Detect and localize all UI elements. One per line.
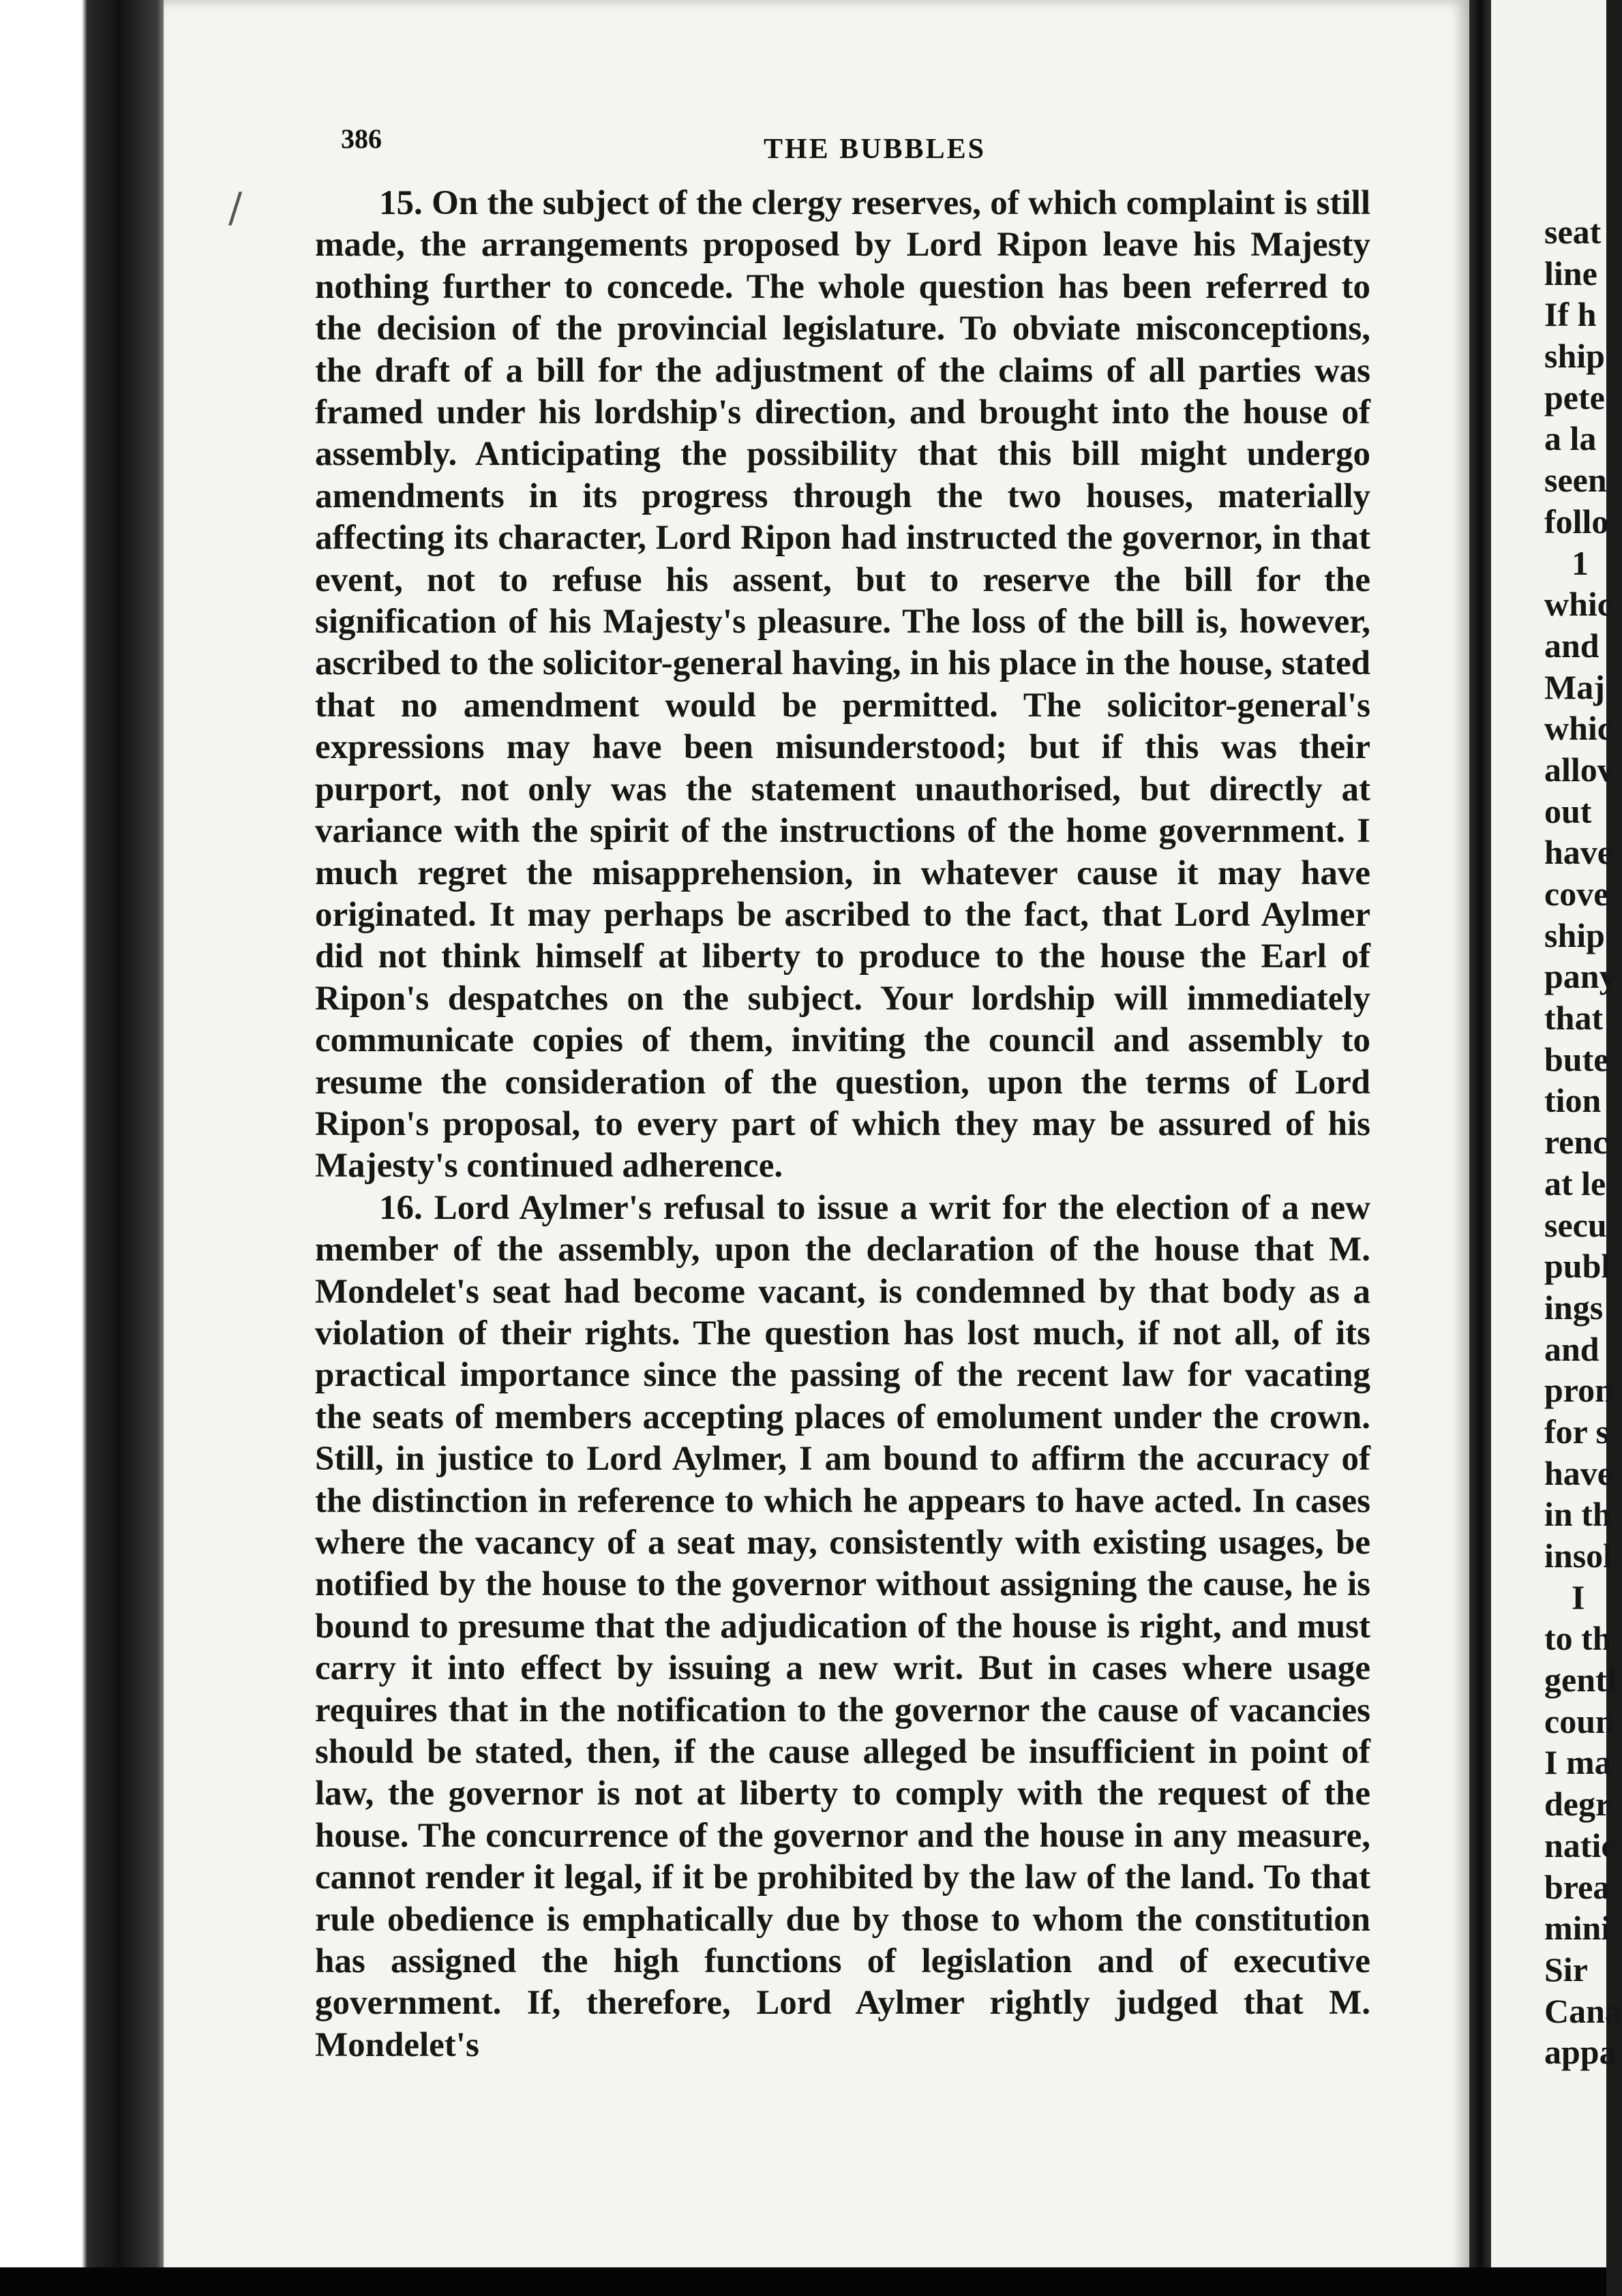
facing-page-line-fragment: cove <box>1544 875 1609 913</box>
facing-page-line-fragment: and <box>1544 626 1600 665</box>
facing-page-line-fragment: have <box>1544 1453 1612 1492</box>
scanner-margin-left <box>0 0 164 2296</box>
facing-page-line-fragment: Sir <box>1544 1950 1588 1989</box>
facing-page-line-fragment: pany <box>1544 957 1617 996</box>
facing-page-line-fragment: whic <box>1544 709 1612 748</box>
paragraph-number: 16. <box>379 1188 423 1227</box>
facing-page-line-fragment: in th <box>1544 1495 1612 1534</box>
paragraph-number: 15. <box>379 184 423 222</box>
facing-page-line-fragment: tion <box>1544 1081 1602 1120</box>
facing-page-line-fragment: to th <box>1544 1619 1612 1658</box>
facing-page-line-fragment: If h <box>1544 295 1597 334</box>
facing-page-line-fragment: have <box>1544 833 1612 872</box>
body-text <box>315 183 1370 2066</box>
scanner-edge-bottom <box>0 2267 1606 2296</box>
paragraph-text: Lord Aylmer's refusal to issue a writ for the election of a new member of the assembly, upon the declaration of the house that M. Mondelet's seat had become vacant, is condemned by that body as a violation of their rights. The question has lost much, if not all, of its practical importance since the passing of the recent law for vacating the seats of members accepting places of emolument under the crown. Still, in justice to Lord Aylmer, I am bound to affirm the accuracy of the distinction in reference to which he appears to have acted. In cases where the vacancy of a seat may, consistently with existing usages, be notified by the house to the governor without assigning the cause, he is bound to presume that the adjudication of the house is right, and must carry it into effect by issuing a new writ. But in cases where usage requires that in the notification to the governor the cause of vacancies should be stated, then, if the cause alleged be insufficient in point of law, the governor is not at liberty to comply with the request of the house. The concurrence of the governor and the house in any measure, cannot render it legal, if it be prohibited by the law of the land. To that rule obedience is emphatically due by those to whom the constitution has assigned the high functions of legislation and of executive government. If, therefore, Lord Aylmer rightly judged that M. Mondelet's <box>315 1188 1371 2064</box>
pencil-mark: / <box>228 184 243 232</box>
page-number: 386 <box>341 123 382 154</box>
facing-page-line-fragment: brea <box>1544 1867 1610 1906</box>
facing-page-line-fragment: a la <box>1544 419 1597 458</box>
book-gutter <box>1469 0 1491 2296</box>
facing-page-line-fragment: pron <box>1544 1371 1614 1410</box>
facing-page-line-fragment: secu <box>1544 1205 1607 1244</box>
facing-page-line-fragment: gentl <box>1544 1661 1617 1700</box>
facing-page-line-fragment: renc <box>1544 1123 1608 1162</box>
facing-page-line-fragment: I <box>1572 1577 1585 1616</box>
paragraph-16 <box>315 1188 1370 2067</box>
facing-page-text <box>1544 211 1622 2073</box>
facing-page-line-fragment: and <box>1544 1329 1600 1368</box>
facing-page-line-fragment: bute <box>1544 1040 1609 1078</box>
facing-page-line-fragment: whic <box>1544 585 1612 624</box>
facing-page-line-fragment: line <box>1544 254 1597 292</box>
facing-page-line-fragment: seat <box>1544 213 1602 251</box>
facing-page-line-fragment: follo <box>1544 502 1609 541</box>
facing-page-line-fragment: that <box>1544 999 1604 1038</box>
facing-page-line-fragment: insol <box>1544 1537 1613 1575</box>
facing-page-line-fragment: appa <box>1544 2033 1617 2072</box>
facing-page-line-fragment: at le <box>1544 1164 1606 1203</box>
facing-page-line-fragment: mini <box>1544 1909 1611 1948</box>
facing-page-line-fragment: degr <box>1544 1785 1611 1824</box>
facing-page-line-fragment: Cana <box>1544 1991 1622 2030</box>
facing-page-line-fragment: ship <box>1544 916 1605 954</box>
facing-page-line-fragment: 1 <box>1572 543 1589 582</box>
facing-page-line-fragment: ings <box>1544 1288 1604 1327</box>
paragraph-15 <box>315 183 1370 1188</box>
facing-page-line-fragment: natic <box>1544 1826 1617 1864</box>
facing-page-line-fragment: seen <box>1544 461 1607 500</box>
facing-page-line-fragment: pete <box>1544 378 1605 417</box>
facing-page-line-fragment: ship <box>1544 337 1605 376</box>
running-head: THE BUBBLES <box>764 134 986 165</box>
facing-page-line-fragment: publ <box>1544 1247 1611 1286</box>
facing-page-line-fragment: out <box>1544 791 1592 830</box>
facing-page-line-fragment: for s <box>1544 1412 1609 1451</box>
facing-page-line-fragment: allov <box>1544 750 1615 789</box>
facing-page-line-fragment: I ma <box>1544 1743 1612 1782</box>
facing-page-line-fragment: coun <box>1544 1702 1615 1740</box>
paragraph-text: On the subject of the clergy reserves, of which complaint is still made, the arrangements proposed by Lord Ripon leave his Majesty nothing further to concede. The whole question has been referred to the decision of the provincial legislature. To obviate misconceptions, the draft of a bill for the adjustment of the claims of all parties was framed under his lordship's direction, and brought into the house of assembly. Anticipating the possibility that this bill might undergo amendments in its progress through the two houses, materially affecting its character, Lord Ripon had instructed the governor, in that event, not to refuse his assent, but to reserve the bill for the signification of his Majesty's pleasure. The loss of the bill is, however, ascribed to the solicitor-general having, in his place in the house, stated that no amendment would be permitted. The solicitor-general's expressions may have been misunderstood; but if this was their purport, not only was the statement unauthorised, but directly at variance with the spirit of the instructions of the home government. I much regret the misapprehension, in whatever cause it may have originated. It may perhaps be ascribed to the fact, that Lord Aylmer did not think himself at liberty to produce to the house the Earl of Ripon's despatches on the subject. Your lordship will immediately communicate copies of them, inviting the council and assembly to resume the consideration of the question, upon the terms of Lord Ripon's proposal, to every part of which they may be assured of his Majesty's continued adherence. <box>315 184 1370 1185</box>
facing-page-line-fragment: Maj <box>1544 667 1605 706</box>
